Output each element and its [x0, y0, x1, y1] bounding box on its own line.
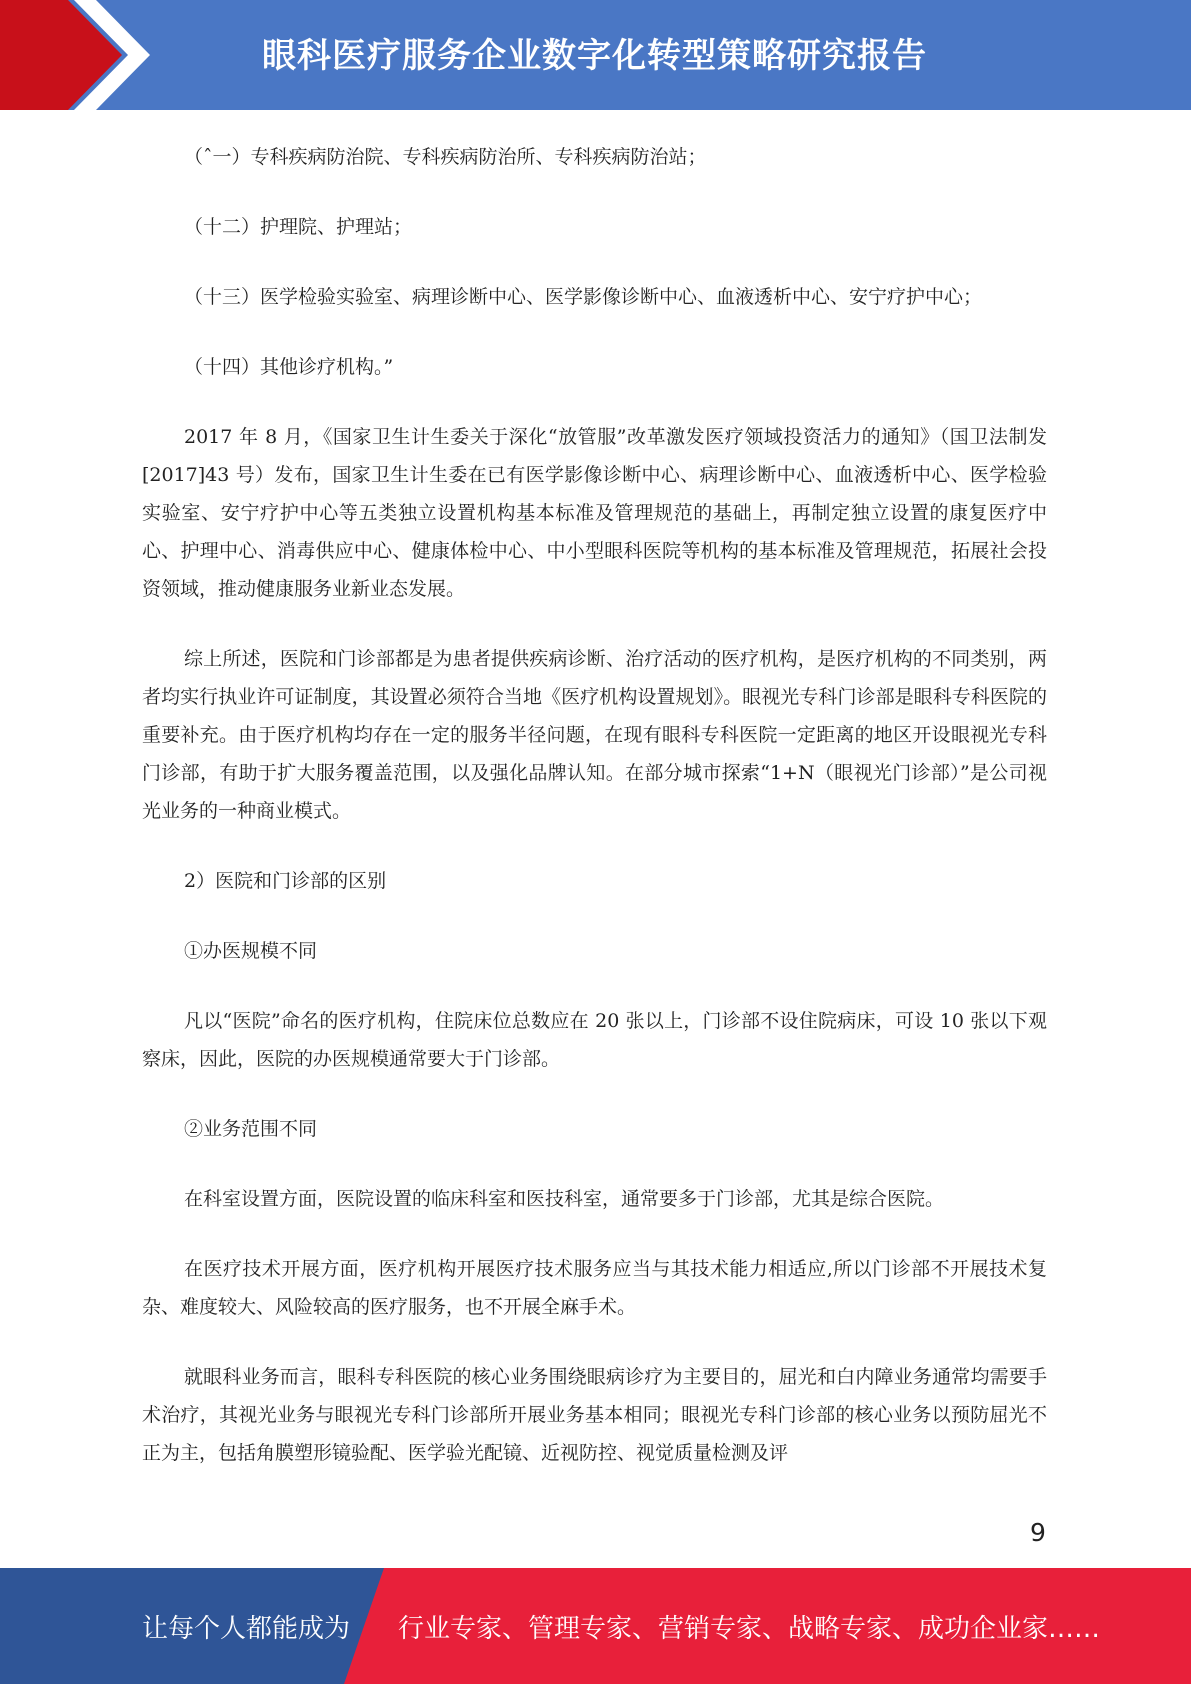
paragraph: （ˆ一）专科疾病防治院、专科疾病防治所、专科疾病防治站； [184, 146, 707, 168]
paragraph: （十二）护理院、护理站； [184, 216, 413, 238]
footer-slogan-left: 让每个人都能成为 [142, 1614, 351, 1644]
footer-slogan-right: 行业专家、管理专家、营销专家、战略专家、成功企业家…… [398, 1614, 1101, 1644]
subsection-heading: ②业务范围不同 [184, 1118, 318, 1140]
header-chevron-decoration [0, 0, 160, 110]
paragraph: 2017 年 8 月，《国家卫生计生委关于深化“放管服”改革激发医疗领域投资活力的通知》（国卫法制发[2017]43 号）发布，国家卫生计生委在已有医学影像诊断中心、病理诊断中心、血液透析中心、医学检验实验室、安宁疗护中心等五类独立设置机构基本标准及管理规范的基础上，再制定独立设置的康复医疗中心、护理中心、消毒供应中心、健康体检中心、中小型眼科医院等机构的基本标准及管理规范，拓展社会投资领域，推动健康服务业新业态发展。 [142, 426, 1047, 600]
page-number: 9 [1030, 1518, 1046, 1547]
report-title: 眼科医疗服务企业数字化转型策略研究报告 [262, 36, 927, 76]
subsection-heading: ①办医规模不同 [184, 940, 318, 962]
paragraph: （十三）医学检验实验室、病理诊断中心、医学影像诊断中心、血液透析中心、安宁疗护中心； [184, 286, 983, 308]
paragraph: 在科室设置方面，医院设置的临床科室和医技科室，通常要多于门诊部，尤其是综合医院。 [184, 1188, 945, 1210]
page-footer [0, 1568, 1191, 1684]
section-heading: 2）医院和门诊部的区别 [184, 870, 387, 892]
paragraph: 在医疗技术开展方面，医疗机构开展医疗技术服务应当与其技术能力相适应,所以门诊部不开展技术复杂、难度较大、风险较高的医疗服务，也不开展全麻手术。 [142, 1258, 1047, 1318]
page-header [0, 0, 1191, 110]
paragraph: 凡以“医院”命名的医疗机构，住院床位总数应在 20 张以上，门诊部不设住院病床，可设 10 张以下观察床，因此，医院的办医规模通常要大于门诊部。 [142, 1010, 1047, 1070]
paragraph: 就眼科业务而言，眼科专科医院的核心业务围绕眼病诊疗为主要目的，屈光和白内障业务通常均需要手术治疗，其视光业务与眼视光专科门诊部所开展业务基本相同；眼视光专科门诊部的核心业务以预防屈光不正为主，包括角膜塑形镜验配、医学验光配镜、近视防控、视觉质量检测及评 [142, 1366, 1047, 1464]
paragraph: （十四）其他诊疗机构。” [184, 356, 394, 378]
paragraph: 综上所述，医院和门诊部都是为患者提供疾病诊断、治疗活动的医疗机构，是医疗机构的不同类别，两者均实行执业许可证制度，其设置必须符合当地《医疗机构设置规划》。眼视光专科门诊部是眼科专科医院的重要补充。由于医疗机构均存在一定的服务半径问题，在现有眼科专科医院一定距离的地区开设眼视光专科门诊部，有助于扩大服务覆盖范围，以及强化品牌认知。在部分城市探索“1+N（眼视光门诊部）”是公司视光业务的一种商业模式。 [142, 648, 1047, 822]
document-body [142, 138, 1047, 1504]
